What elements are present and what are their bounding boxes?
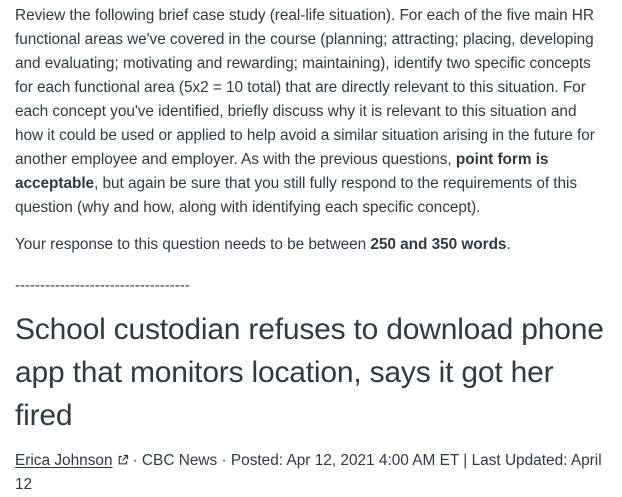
requirement-word-range: 250 and 350 words	[370, 236, 507, 253]
instructions-emphasis: point form is acceptable	[15, 151, 549, 192]
word-count-requirement	[15, 233, 608, 257]
article-byline	[15, 449, 608, 497]
article-meta: · CBC News · Posted: Apr 12, 2021 4:00 AM ET | Last Updated: April 12	[15, 452, 602, 493]
requirement-suffix: .	[506, 236, 511, 253]
external-link-icon[interactable]	[117, 450, 129, 462]
article-headline: School custodian refuses to download phone app that monitors location, says it got her fired	[15, 313, 604, 432]
instructions-text-2: , but again be sure that you still fully respond to the requirements of this question (why and how, along with identifying each specific concept).	[15, 175, 578, 216]
instructions-paragraph	[15, 4, 608, 220]
requirement-prefix: Your response to this question needs to be between	[15, 236, 371, 253]
dashed-divider: -----------------------------------	[15, 277, 190, 294]
author-link[interactable]: Erica Johnson	[15, 452, 113, 469]
instructions-text-1: Review the following brief case study (real-life situation). For each of the five main HR functional areas we've covered in the course (planning; attracting; placing, developing and evaluating; motivating and rewarding; maintaining), identify two specific concepts for each functional area (5x2 = 10 total) that are directly relevant to this situation. For each concept you've identified, briefly discuss why it is relevant to this situation and how it could be used or applied to help avoid a similar situation arising in the future for another employee and employer. As with the previous questions,	[15, 7, 595, 168]
